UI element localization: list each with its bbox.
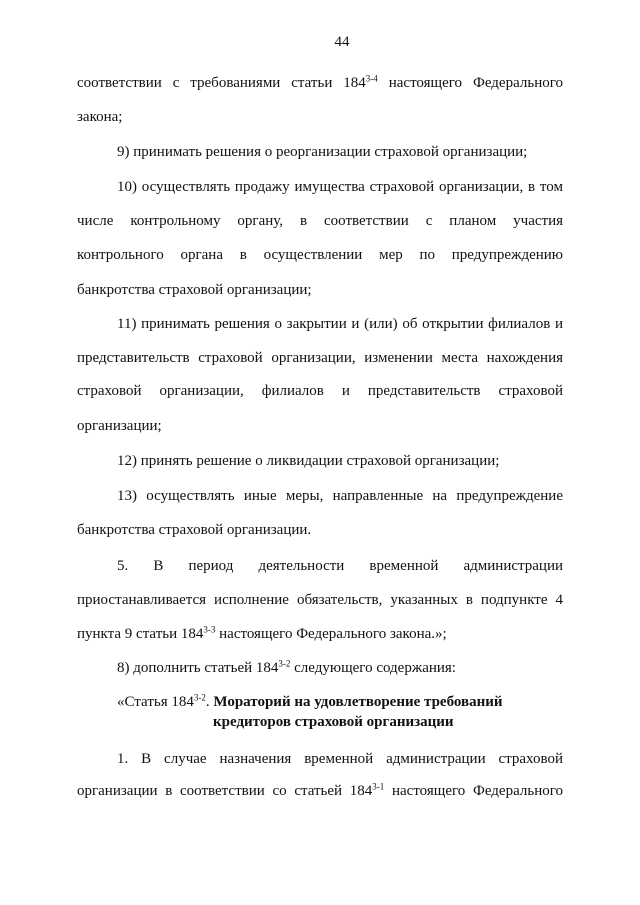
line-text: настоящего Федерального [377,75,563,91]
paragraph-line: представительств страховой организации, изменении места нахождения [77,350,563,366]
superscript-article-number: 3-2 [193,692,206,703]
paragraph-line: 1. В случае назначения временной администрации страховой [117,751,563,767]
article-title: кредиторов страховой организации [213,714,454,730]
article-heading-line [117,693,563,711]
line-text: соответствии с требованиями статьи 184 [77,75,366,91]
paragraph-line: банкротства страховой организации. [77,522,312,538]
superscript-article-number: 3-2 [278,658,291,669]
article-label: «Статья 184 [117,694,194,710]
line-text: настоящего Федерального закона.»; [215,626,447,642]
paragraph-line [117,659,563,677]
line-text: настоящего Федерального [384,783,564,799]
paragraph-line: 13) осуществлять иные меры, направленные на предупреждение [117,488,563,504]
paragraph-line: 5. В период деятельности временной администрации [117,558,563,574]
line-text: организации в соответствии со статьей 184 [77,783,373,799]
paragraph-line: числе контрольному органу, в соответствии с планом участия [77,213,563,229]
paragraph-line: 10) осуществлять продажу имущества страховой организации, в том [117,179,563,195]
article-title: Мораторий на удовлетворение требований [209,694,503,710]
line-text: 8) дополнить статьей 184 [117,660,279,676]
superscript-article-number: 3-1 [372,781,385,792]
paragraph-line [77,625,563,643]
superscript-article-number: 3-4 [365,73,378,84]
line-text: пункта 9 статьи 184 [77,626,204,642]
paragraph-line: страховой организации, филиалов и представительств страховой [77,383,563,399]
paragraph-line [77,74,563,92]
paragraph-line: организации; [77,418,162,434]
paragraph-line: приостанавливается исполнение обязательств, указанных в подпункте 4 [77,592,563,608]
paragraph-line [77,782,563,800]
paragraph-line: 9) принимать решения о реорганизации страховой организации; [117,144,528,160]
paragraph-line: 11) принимать решения о закрытии и (или) об открытии филиалов и [117,316,563,332]
paragraph-line: 12) принять решение о ликвидации страховой организации; [117,453,500,469]
article-label-period: . [205,694,210,710]
page-number: 44 [334,34,350,50]
superscript-article-number: 3-3 [203,624,216,635]
line-text: следующего содержания: [290,660,456,676]
paragraph-line: закона; [77,109,123,125]
paragraph-line: банкротства страховой организации; [77,282,312,298]
paragraph-line: контрольного органа в осуществлении мер по предупреждению [77,247,563,263]
